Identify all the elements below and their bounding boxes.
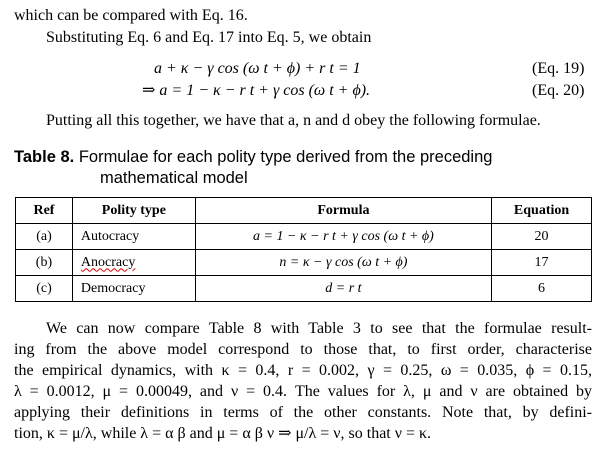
equation-20-label: (Eq. 20) bbox=[532, 82, 585, 99]
table-caption-line1 bbox=[14, 147, 492, 168]
equation-19: a + κ − γ cos (ω t + ϕ) + r t = 1 bbox=[154, 60, 361, 77]
cell-equation: 20 bbox=[492, 224, 592, 250]
cell-polity-type: Autocracy bbox=[72, 224, 195, 250]
table-row bbox=[16, 250, 592, 276]
cell-formula: n = κ − γ cos (ω t + ϕ) bbox=[195, 250, 491, 276]
paragraph-line: the empirical dynamics, with κ = 0.4, r = 0.002, γ = 0.25, ω = 0.035, ϕ = 0.15, bbox=[14, 362, 592, 379]
table-row bbox=[16, 276, 592, 302]
cell-ref: (c) bbox=[16, 276, 73, 302]
table-header-row bbox=[16, 198, 592, 224]
paragraph-line: λ = 0.0012, μ = 0.00049, and ν = 0.4. The values for λ, μ and ν are obtained by bbox=[14, 383, 592, 400]
header-polity-type: Polity type bbox=[72, 198, 195, 224]
text-line-substituting: Substituting Eq. 6 and Eq. 17 into Eq. 5, we obtain bbox=[46, 29, 372, 46]
cell-formula: a = 1 − κ − r t + γ cos (ω t + ϕ) bbox=[195, 224, 491, 250]
table-caption-label: Table 8. bbox=[14, 148, 75, 166]
table-row bbox=[16, 224, 592, 250]
header-equation: Equation bbox=[492, 198, 592, 224]
paragraph-line: tion, κ = μ/λ, while λ = α β and μ = α β ν ⇒ μ/λ = ν, so that ν = κ. bbox=[14, 425, 432, 442]
paragraph-line: We can now compare Table 8 with Table 3 to see that the formulae result- bbox=[46, 320, 592, 337]
paragraph-line: ing from the above model correspond to those that, to first order, characterise bbox=[14, 341, 592, 358]
equation-20: ⇒ a = 1 − κ − r t + γ cos (ω t + ϕ). bbox=[142, 82, 371, 99]
text-line-compared: which can be compared with Eq. 16. bbox=[14, 7, 248, 24]
cell-polity-type: Democracy bbox=[72, 276, 195, 302]
table-caption-line2: mathematical model bbox=[100, 169, 248, 187]
cell-ref: (a) bbox=[16, 224, 73, 250]
spellcheck-word: Anocracy bbox=[80, 254, 136, 270]
cell-formula: d = r t bbox=[195, 276, 491, 302]
equation-19-label: (Eq. 19) bbox=[532, 60, 585, 77]
body-paragraph bbox=[14, 318, 592, 444]
header-ref: Ref bbox=[16, 198, 73, 224]
formula-table bbox=[15, 197, 592, 302]
paragraph-line: applying their definitions in terms of the other constants. Note that, by defini- bbox=[14, 404, 592, 421]
header-formula: Formula bbox=[195, 198, 491, 224]
text-line-together: Putting all this together, we have that a, n and d obey the following formulae. bbox=[46, 112, 541, 129]
table-caption-text: Formulae for each polity type derived from the preceding bbox=[78, 148, 493, 166]
cell-ref: (b) bbox=[16, 250, 73, 276]
cell-polity-type bbox=[72, 250, 195, 276]
cell-equation: 17 bbox=[492, 250, 592, 276]
cell-equation: 6 bbox=[492, 276, 592, 302]
